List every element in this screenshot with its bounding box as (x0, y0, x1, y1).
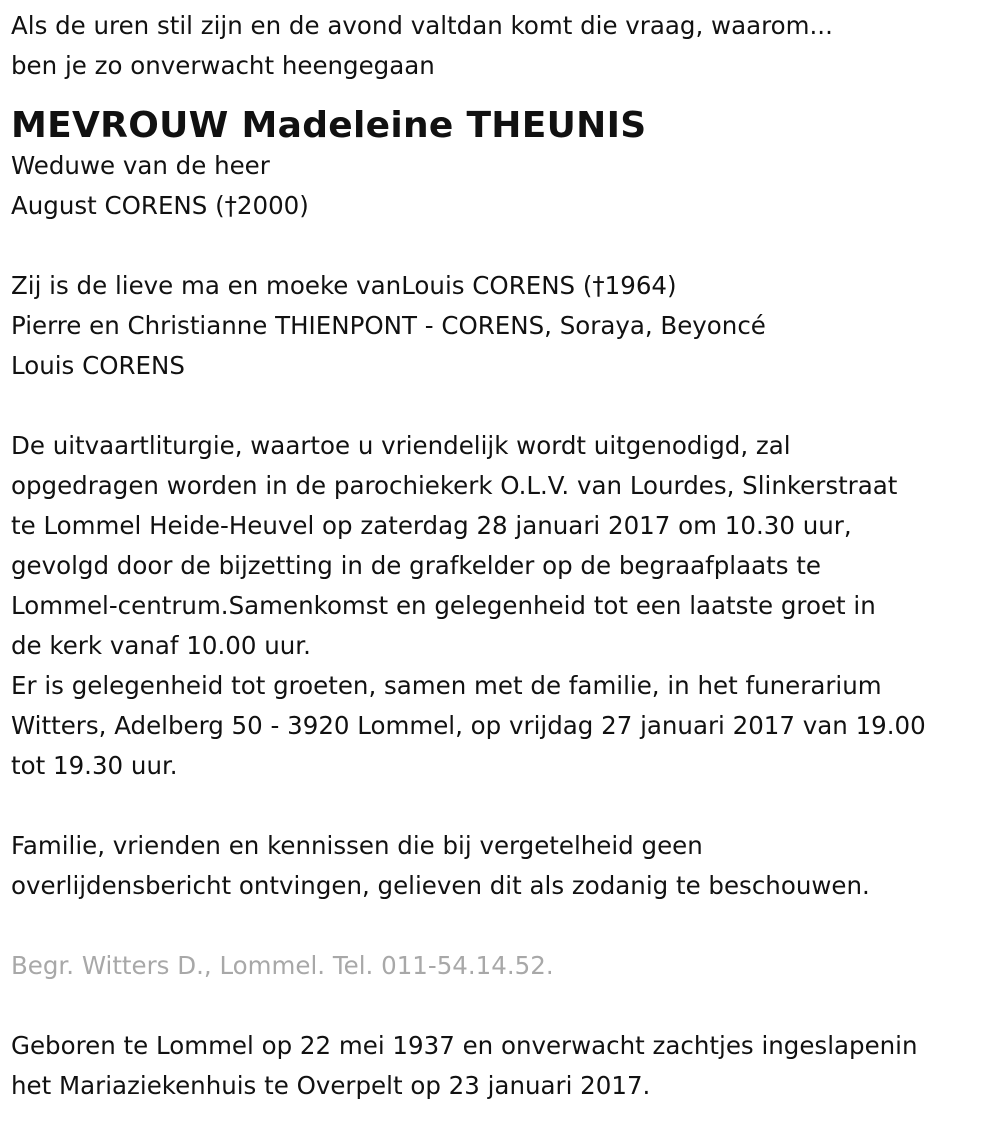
intro-line-2: ben je zo onverwacht heengegaan (11, 51, 435, 80)
birth-death-line: Geboren te Lommel op 22 mei 1937 en onverwacht zachtjes ingeslapenin (11, 1031, 918, 1060)
birth-death-line: het Mariaziekenhuis te Overpelt op 23 januari 2017. (11, 1071, 651, 1100)
spacer (11, 226, 996, 266)
liturgy-line: de kerk vanaf 10.00 uur. (11, 631, 311, 660)
liturgy-line: Er is gelegenheid tot groeten, samen met de familie, in het funerarium (11, 671, 882, 700)
spouse-line-1: Weduwe van de heer (11, 151, 270, 180)
spacer (11, 386, 996, 426)
deceased-name-heading: MEVROUW Madeleine THEUNIS (11, 105, 647, 146)
birth-death-paragraph (11, 1026, 996, 1106)
cross-icon: † (592, 271, 605, 300)
child-death-year: 1964) (604, 271, 677, 300)
liturgy-line: tot 19.30 uur. (11, 751, 178, 780)
notice-line: overlijdensbericht ontvingen, gelieven dit als zodanig te beschouwen. (11, 871, 870, 900)
liturgy-line: Witters, Adelberg 50 - 3920 Lommel, op vrijdag 27 januari 2017 van 19.00 (11, 711, 926, 740)
liturgy-paragraph (11, 426, 996, 786)
children-line-3: Louis CORENS (11, 351, 185, 380)
notice-paragraph (11, 826, 996, 906)
spouse-line-2 (11, 186, 996, 226)
spacer (11, 986, 996, 1026)
spacer (11, 786, 996, 826)
children-intro: Zij is de lieve ma en moeke vanLouis CORENS ( (11, 271, 593, 300)
obituary-notice (11, 6, 996, 1106)
children-line-2: Pierre en Christianne THIENPONT - CORENS, Soraya, Beyoncé (11, 311, 766, 340)
liturgy-line: Lommel-centrum.Samenkomst en gelegenheid tot een laatste groet in (11, 591, 876, 620)
notice-line: Familie, vrienden en kennissen die bij vergetelheid geen (11, 831, 703, 860)
intro-line-1: Als de uren stil zijn en de avond valtdan komt die vraag, waarom... (11, 11, 833, 40)
cross-icon: † (224, 191, 237, 220)
spacer (11, 906, 996, 946)
liturgy-line: te Lommel Heide-Heuvel op zaterdag 28 januari 2017 om 10.30 uur, (11, 511, 852, 540)
spouse-death-year: 2000) (236, 191, 309, 220)
children-line-1 (11, 266, 996, 306)
spouse-name: August CORENS ( (11, 191, 225, 220)
liturgy-line: De uitvaartliturgie, waartoe u vriendelijk wordt uitgenodigd, zal (11, 431, 791, 460)
undertaker-info: Begr. Witters D., Lommel. Tel. 011-54.14.52. (11, 951, 554, 980)
liturgy-line: opgedragen worden in de parochiekerk O.L.V. van Lourdes, Slinkerstraat (11, 471, 898, 500)
spacer (11, 86, 996, 100)
liturgy-line: gevolgd door de bijzetting in de grafkelder op de begraafplaats te (11, 551, 821, 580)
